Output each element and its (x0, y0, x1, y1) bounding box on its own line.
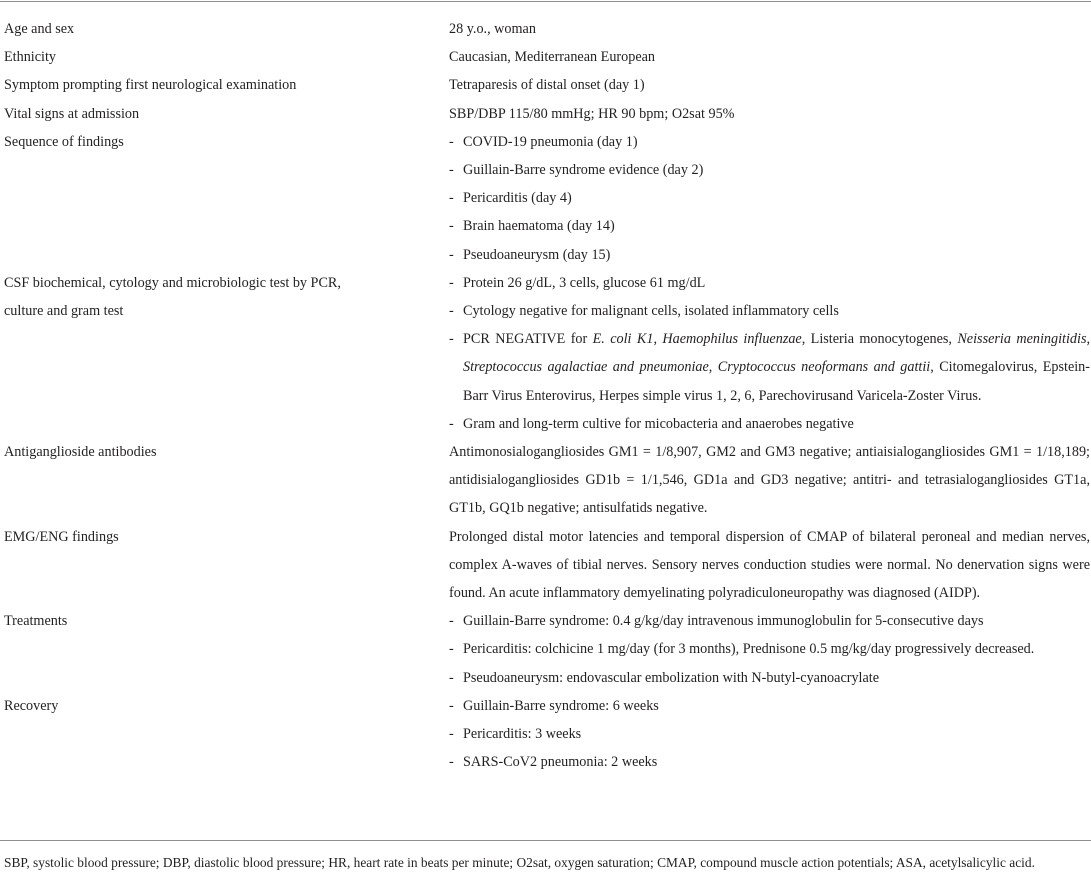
row-value-list (449, 128, 1090, 269)
list-item: - COVID-19 pneumonia (day 1) (449, 128, 1090, 156)
table-footnote: SBP, systolic blood pressure; DBP, diastolic blood pressure; HR, heart rate in beats per minute; O2sat, oxygen saturation; CMAP, compound muscle action potentials; ASA, acetylsalicylic acid. (4, 855, 1035, 870)
organism-name: Neisseria meningitidis (957, 331, 1087, 348)
table-row (4, 523, 1090, 608)
organism-name: E. coli K1 (592, 331, 654, 348)
row-label: Antiganglioside antibodies (4, 444, 157, 461)
table-row (4, 438, 1090, 523)
row-value-list (449, 269, 1090, 438)
list-dash: - (449, 641, 454, 658)
bottom-rule (0, 840, 1091, 841)
list-dash: - (449, 162, 454, 179)
list-item (449, 325, 1090, 410)
table-row (4, 692, 1090, 777)
row-label: EMG/ENG findings (4, 528, 119, 545)
row-value: 28 y.o., woman (449, 21, 536, 37)
table-row (4, 269, 1090, 438)
table-row (4, 71, 1090, 99)
list-dash: - (449, 133, 454, 150)
list-item: - Cytology negative for malignant cells, isolated inflammatory cells (449, 297, 1090, 325)
table-row (4, 100, 1090, 128)
list-item: - Guillain-Barre syndrome evidence (day 2) (449, 156, 1090, 184)
pcr-result: PCR NEGATIVE for E. coli K1, Haemophilus influenzae, Listeria monocytogenes, Neisseria meningitidis, Streptococcus agalactiae and pneumoniae, Cryptococcus neoformans and gattii, Citomegalovirus, Epstein-Barr Virus Enterovirus, Herpes simple virus 1, 2, 6, Parechovirusand Varicela-Zoster Virus. (463, 331, 1091, 404)
list-dash: - (449, 190, 454, 207)
organism-name: Streptococcus agalactiae and pneumoniae (463, 359, 709, 376)
list-dash: - (449, 697, 454, 714)
organism-name: Cryptococcus neoformans and gattii (717, 359, 931, 376)
row-value: Prolonged distal motor latencies and temporal dispersion of CMAP of bilateral peroneal and median nerves, complex A-waves of tibial nerves. Sensory nerves conduction studies were normal. No denervation signs were found. An acute inflammatory demyelinating polyradiculoneuropathy was diagnosed (AIDP). (449, 528, 1090, 602)
list-item: - SARS-CoV2 pneumonia: 2 weeks (449, 748, 1090, 776)
list-dash: - (449, 218, 454, 235)
row-value: Antimonosialogangliosides GM1 = 1/8,907, GM2 and GM3 negative; antiaisialogangliosides GM1 = 1/18,189; antidisialogangliosides GD1b = 1/1,546, GD1a and GD3 negative; antitri- and tetrasialogangliosides GT1a, GT1b, GQ1b negative; antisulfatids negative. (449, 444, 1090, 517)
row-value: Tetraparesis of distal onset (day 1) (449, 77, 645, 94)
row-label: Ethnicity (4, 49, 57, 66)
organism-name: Haemophilus influenzae (662, 331, 802, 348)
top-rule (0, 1, 1091, 2)
row-label: CSF biochemical, cytology and microbiologic test by PCR, culture and gram test (4, 274, 341, 320)
list-dash: - (449, 726, 454, 743)
list-dash: - (449, 303, 454, 320)
list-item: - Guillain-Barre syndrome: 6 weeks (449, 692, 1090, 720)
table-row (4, 43, 1090, 71)
table-row (4, 607, 1090, 692)
list-dash: - (449, 331, 454, 348)
row-label: Age and sex (4, 21, 75, 37)
list-item: - Protein 26 g/dL, 3 cells, glucose 61 mg/dL (449, 269, 1090, 297)
row-label: Symptom prompting first neurological examination (4, 77, 297, 94)
row-value: SBP/DBP 115/80 mmHg; HR 90 bpm; O2sat 95% (449, 105, 735, 122)
row-value-list (449, 607, 1090, 692)
list-item: - Guillain-Barre syndrome: 0.4 g/kg/day intravenous immunoglobulin for 5-consecutive days (449, 607, 1090, 635)
list-dash: - (449, 754, 454, 771)
row-label: Treatments (4, 613, 68, 630)
clinical-summary-table (4, 15, 1090, 776)
list-item: - Pericarditis (day 4) (449, 184, 1090, 212)
list-item: - Gram and long-term cultive for micobacteria and anaerobes negative (449, 410, 1090, 438)
list-item: - Pseudoaneurysm (day 15) (449, 241, 1090, 269)
row-label: Vital signs at admission (4, 105, 140, 122)
list-item: - Pericarditis: colchicine 1 mg/day (for 3 months), Prednisone 0.5 mg/kg/day progressively decreased. (449, 635, 1090, 663)
table-row (4, 128, 1090, 269)
list-item: - Pericarditis: 3 weeks (449, 720, 1090, 748)
list-dash: - (449, 415, 454, 432)
row-value: Caucasian, Mediterranean European (449, 49, 656, 66)
list-dash: - (449, 246, 454, 263)
list-item: - Pseudoaneurysm: endovascular embolization with N-butyl-cyanoacrylate (449, 664, 1090, 692)
list-dash: - (449, 669, 454, 686)
row-value-list (449, 692, 1090, 777)
list-item: - Brain haematoma (day 14) (449, 212, 1090, 240)
list-dash: - (449, 613, 454, 630)
table-row (4, 15, 1090, 43)
list-dash: - (449, 274, 454, 291)
row-label: Sequence of findings (4, 133, 124, 150)
row-label: Recovery (4, 697, 59, 714)
